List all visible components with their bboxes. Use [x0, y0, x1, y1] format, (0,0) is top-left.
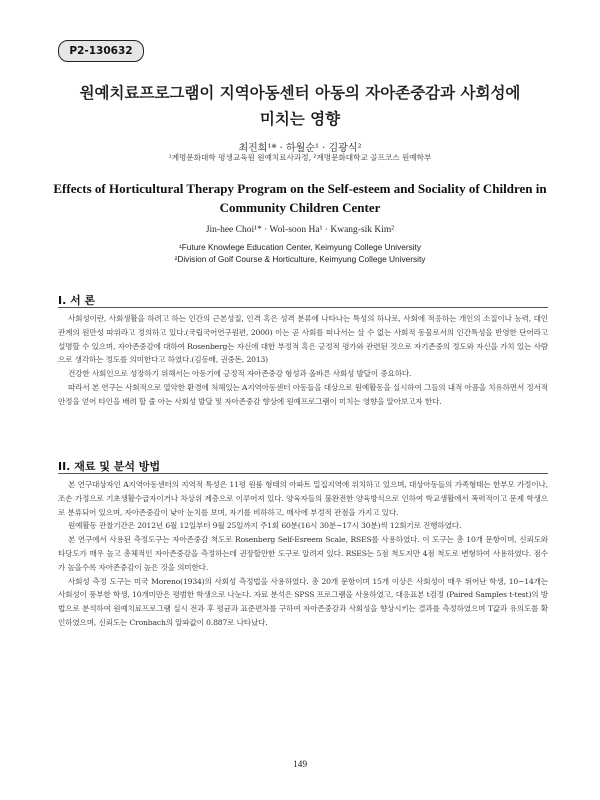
section-heading: I. 서 론 — [58, 294, 96, 307]
english-affiliation — [0, 241, 600, 265]
section-heading: II. 재료 및 분석 방법 — [58, 460, 161, 473]
paragraph: 따라서 본 연구는 사회적으로 열악한 환경에 처해있는 A지역아동센터 아동들을 대상으로 원예활동을 실시하여 그들의 내적 아픔을 치유하면서 정서적 안정을 얻어 타인을 배려 할 줄 아는 사회성 발달 및 자아존중감 향상에 원예프로그램이 미치는 영향을 알아보고자 한다. — [58, 382, 548, 406]
english-authors: Jin-hee Choi¹* · Wol-soon Ha¹ · Kwang-sik Kim² — [205, 225, 395, 235]
paragraph: 건강한 사회인으로 성장하기 위해서는 아동기에 긍정적 자아존중감 형성과 올바른 사회성 발달이 중요하다. — [68, 369, 412, 379]
page-number: 149 — [292, 760, 308, 770]
section-divider — [58, 473, 548, 474]
section-divider — [58, 307, 548, 308]
english-affiliation-line-2: ²Division of Golf Course & Horticulture, Keimyung College University — [174, 254, 426, 264]
paragraph: 원예활동 관찰기간은 2012년 6월 12일부터 9월 25일까지 주1회 60분(16시 30분~17시 30분)씩 12회기로 진행하였다. — [68, 521, 462, 531]
english-title-line-1: Effects of Horticultural Therapy Program on the Self-esteem and Sociality of Children in — [53, 181, 547, 196]
english-affiliation-line-1: ¹Future Knowlege Education Center, Keimyung College University — [178, 242, 422, 252]
paragraph: 본 연구에서 사용된 측정도구는 자아존중감 척도로 Rosenberg Self-Esreem Scale, RSES를 사용하였다. 이 도구는 총 10개 문항이며, 신뢰도와 타당도가 매우 높고 총체적인 자아존중감을 측정하는데 권장할만한 도구로 알려져 있다. RSES는 5점 척도지만 4점 척도로 변형하여 사용하였다. 점수가 높을수록 자아존중감이 높은 것을 의미한다. — [58, 535, 548, 572]
section-methods-body — [58, 478, 548, 630]
korean-authors: 최진희¹* · 하월순¹ · 김광식² — [238, 143, 362, 154]
paragraph: 본 연구대상자인 A지역아동센터의 지역적 특성은 11평 원룸 형태의 아파트 밀집지역에 위치하고 있으며, 대상아동들의 가족형태는 한부모 가정이나, 조손 가정으로 기초생활수급자이거나 차상위 계층으로 이루어져 있다. 양육자들의 불완전한 양육방식으로 인하여 학교생활에서 폭력적이고 문제 학생으로 분류되어 있으며, 자아존중감이 낮아 눈치를 보며, 자기를 비하하고, 매사에 부정적 관점을 가지고 있다. — [58, 480, 548, 517]
korean-title-line-2: 미치는 영향 — [259, 110, 341, 128]
korean-title-line-1: 원예치료프로그램이 지역아동센터 아동의 자아존중감과 사회성에 — [79, 84, 521, 102]
paragraph: 사회성 측정 도구는 미국 Moreno(1934)의 사회성 측정법을 사용하였다. 총 20개 문항이며 15개 이상은 사회성이 매우 뛰어난 학생, 10~14개는 사회성이 풍부한 학생, 10개미만은 평범한 학생으로 나눈다. 자료 분석은 SPSS 프로그램을 사용하였고, 대응표본 t검정 (Paired Samples t-test)의 방법으로 분석하여 원예치료프로그램 실시 전과 후 평균과 표준편차를 구하여 자아존중감과 사회성을 향상시키는 결과를 측정하였으며 T값과 유의도를 확인하였으며, 신뢰도는 Cronbach의 알파값이 0.887로 나타났다. — [58, 576, 548, 627]
korean-title — [40, 80, 560, 132]
english-title — [40, 179, 560, 217]
abstract-id-badge: P2-130632 — [58, 40, 144, 62]
english-title-line-2: Community Children Center — [219, 200, 381, 215]
paragraph: 사회성이란, 사회생활을 하려고 하는 인간의 근본성질, 인격 혹은 성격 분류에 나타나는 특성의 하나로, 사회에 적응하는 개인의 소질이나 능력, 대인관계의 원만성 따위라고 정의하고 있다.(국립국어연구원편, 2000) 이는 곧 사회를 떠나서는 살 수 없는 사회적 동물로서의 인간특성을 반영한 단어라고 설명할 수 있으며, 자아존중감에 대하여 Rosenberg는 자신에 대한 부정적 혹은 긍정적 평가와 관련된 것으로 자기존중의 정도와 자신을 가치 있는 사람으로 생각하는 정도를 의미한다고 하였다.(김동배, 권중돈, 2013) — [58, 314, 548, 365]
korean-affiliation: ¹계명문화대학 평생교육원 원예치료사과정, ²계명문화대학교 골프코스 원예학부 — [168, 153, 432, 162]
section-introduction-body — [58, 312, 548, 409]
